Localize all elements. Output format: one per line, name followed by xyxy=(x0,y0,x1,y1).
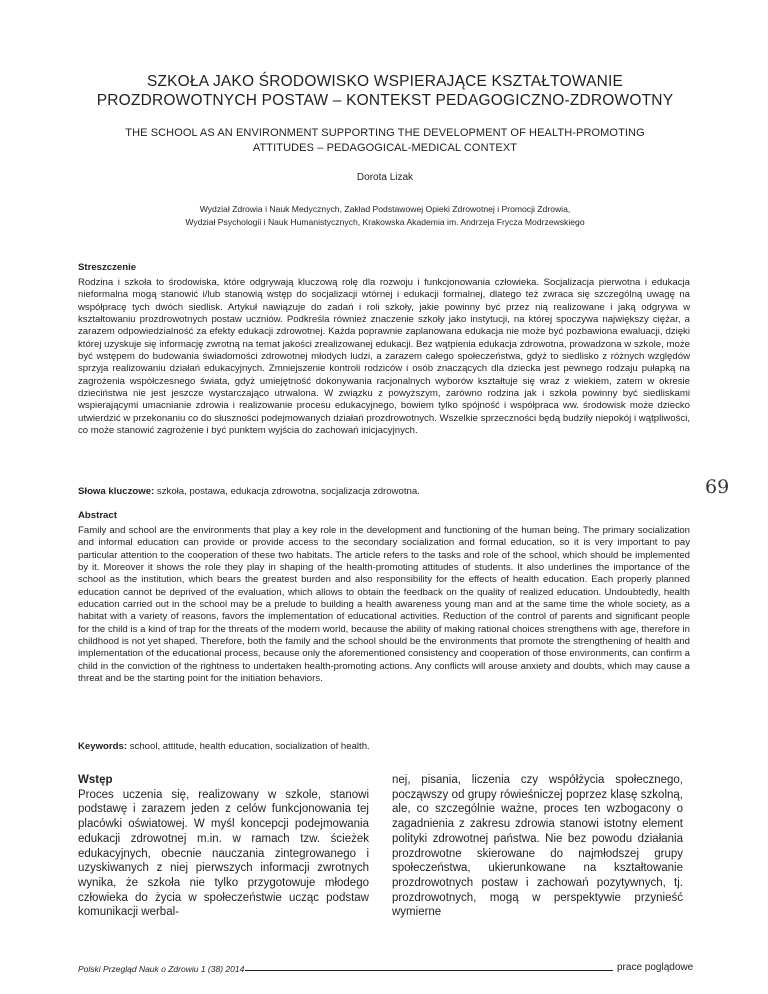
streszczenie-heading: Streszczenie xyxy=(78,262,137,273)
abstract-text: Family and school are the environments that play a key role in the development and functioning of the human being. The primary socialization and informal education can provide or provide access to the secondary socialization and formal education, so it is very important to pay particular attention to the cooperation of these two habitats. The article refers to the tasks and role of the school, which should be implemented by it. Moreover it shows the role they play in shaping of the health-promoting attitudes of students. It also underlines the importance of the school as the institution, which bears the greatest burden and also responsibility for the effects of health education. Each properly planned education cannot be deprived of the evaluation, which allows to obtain the feedback on the quality of realized education. Undoubtedly, health education carried out in the school may be a prelude to building a health awareness young man and at the same time the whole society, as a habitat with a variety of reasons, favors the implementation of educational activities. Reduction of the control of parents and significant people for the child is a kind of trap for the threats of the modern world, because the ability of making rational choices strengthens with age, therefore in childhood is not yet shaped. Therefore, both the family and the school should be the environments that promote the strengthening of health and implementation of the educational process, because only the aforementioned consistency and cooperation of those environments, can confirm a child in the conviction of the rightness to undertaken health-promoting actions. Any conflicts will arouse anxiety and doubts, which may cause a threat and be the starting point for the initiation behaviors. xyxy=(78,525,690,685)
title-english-line1: THE SCHOOL AS AN ENVIRONMENT SUPPORTING THE DEVELOPMENT OF HEALTH-PROMOTING xyxy=(125,127,645,139)
intro-left-column xyxy=(78,773,369,920)
page-number: 69 xyxy=(705,476,730,498)
affiliation xyxy=(50,203,720,229)
title-polish xyxy=(60,72,710,110)
slowa-kluczowe xyxy=(78,486,690,497)
title-polish-line2: PROZDROWOTNYCH POSTAW – KONTEKST PEDAGOGICZNO-ZDROWOTNY xyxy=(96,92,674,109)
wstep-left-text: Proces uczenia się, realizowany w szkole, stanowi podstawę i zarazem jeden z celów funkcjonowania tej placówki oświatowej. W myśl koncepcji podejmowania edukacji zdrowotnej m.in. w ramach tzw. ścieżek edukacyjnych, obecnie nauczania zintegrowanego i uzyskiwanych z niej pierwszych informacji zwrotnych wynika, że szkoła nie tylko przygotowuje młodego człowieka do życia w społeczeństwie ucząc podstaw komunikacji werbal- xyxy=(78,788,369,919)
footer-divider xyxy=(245,970,613,971)
keywords-label: Keywords: xyxy=(78,741,128,752)
affiliation-line1: Wydział Zdrowia i Nauk Medycznych, Zakład Podstawowej Opieki Zdrowotnej i Promocji Zdrowia, xyxy=(199,204,571,214)
author-name: Dorota Lizak xyxy=(356,172,414,183)
abstract-heading: Abstract xyxy=(78,510,117,521)
title-polish-line1: SZKOŁA JAKO ŚRODOWISKO WSPIERAJĄCE KSZTAŁTOWANIE xyxy=(146,73,624,90)
keywords xyxy=(78,741,690,752)
article-section: prace poglądowe xyxy=(617,962,694,973)
slowa-kluczowe-text: szkoła, postawa, edukacja zdrowotna, socjalizacja zdrowotna. xyxy=(156,486,420,497)
title-english xyxy=(60,126,710,155)
journal-citation: Polski Przegląd Nauk o Zdrowiu 1 (38) 2014 xyxy=(78,964,245,974)
slowa-kluczowe-label: Słowa kluczowe: xyxy=(78,486,155,497)
wstep-right-text: nej, pisania, liczenia czy współżycia społecznego, począwszy od grupy rówieśniczej poprzez klasę szkolną, ale, co szczególnie ważne, proces ten wzbogacony o zagadnienia z zakresu zdrowia stanowi istotny element polityki zdrowotnej państwa. Nie bez powodu działania prozdrowotne skierowane do najmłodszej grupy społeczeństwa, ukierunkowane na kształtowanie prozdrowotnych postaw i zachowań pozytywnych, tj. prozdrowotnych, mogą w perspektywie przynieść wymierne xyxy=(392,774,683,919)
streszczenie-text: Rodzina i szkoła to środowiska, które odgrywają kluczową rolę dla rozwoju i funkcjonowania człowieka. Socjalizacja pierwotna i edukacja nieformalna mogą stanowić i/lub stanowią wstęp do socjalizacji wtórnej i edukacji formalnej, dlatego też zwraca się szczególną uwagę na współpracę tych dwóch siedlisk. Artykuł nawiązuje do zadań i roli szkoły, jakie powinny być przez nią realizowane i jaką odgrywa w kształtowaniu prozdrowotnych postaw uczniów. Podkreśla również znaczenie szkoły jako instytucji, na której spoczywa największy ciężar, a zarazem odpowiedzialność za efekty edukacji zdrowotnej. Każda poprawnie zaplanowana edukacja nie może być pozbawiona ewaluacji, dzięki której uzyskuje się informację zwrotną na temat jakości zrealizowanej edukacji. Bez wątpienia edukacja zdrowotna, prowadzona w szkole, może być wstępem do budowania świadomości zdrowotnej młodych ludzi, a zarazem całego społeczeństwa, gdyż to siedlisko z różnych względów sprzyja realizowaniu działań edukacyjnych. Zmniejszenie kontroli rodziców i osób znaczących dla dziecka jest pewnego rodzaju pułapką na zagrożenia współczesnego świata, gdyż umiejętność dokonywania racjonalnych wyborów kształtuje się wraz z wiekiem, zatem w okresie dzieciństwa nie jest jeszcze wystarczająco utrwalona. W związku z powyższym, zarówno rodzina jak i szkoła powinny być siedliskami wspierającymi umacnianie zdrowia i realizowanie procesu edukacyjnego, bowiem tylko spójność i współpraca ww. środowisk może dziecko utwierdzić w przekonaniu co do słuszności podejmowanych działań prozdrowotnych. Wszelkie sprzeczności będą budziły niepokój i wątpliwości, co może stanowić zagrożenie i być punktem wyjścia do zachowań inicjacyjnych. xyxy=(78,277,690,437)
affiliation-line2: Wydział Psychologii i Nauk Humanistycznych, Krakowska Akademia im. Andrzeja Frycza Modrzewskiego xyxy=(185,217,585,227)
title-english-line2: ATTITUDES – PEDAGOGICAL-MEDICAL CONTEXT xyxy=(252,141,518,154)
wstep-heading: Wstęp xyxy=(78,774,113,786)
keywords-text: school, attitude, health education, socialization of health. xyxy=(129,741,370,752)
